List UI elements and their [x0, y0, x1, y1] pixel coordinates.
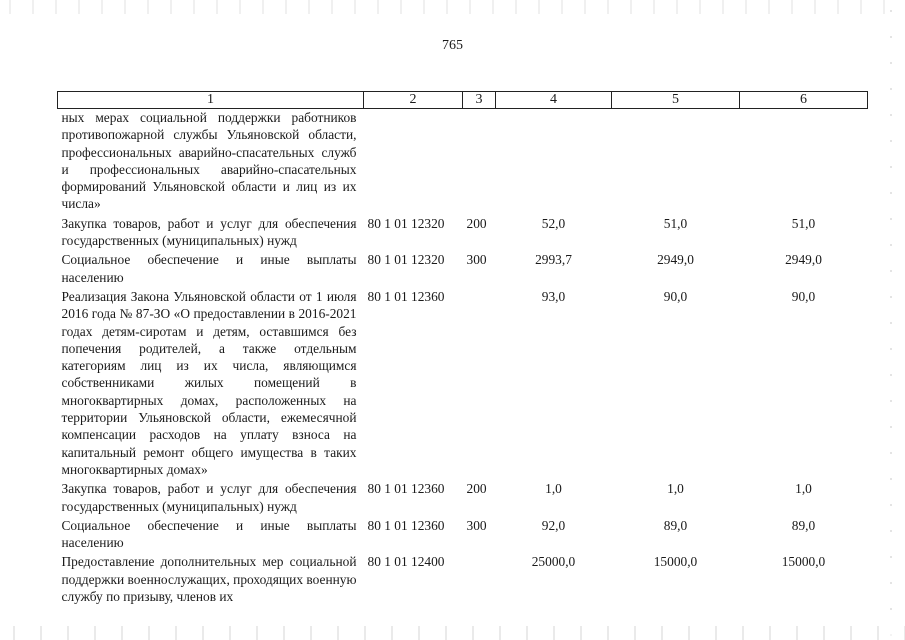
- page-number: 765: [442, 38, 463, 53]
- row-value-col6: 51,0: [791, 215, 816, 231]
- row-expense-type: 200: [466, 215, 487, 231]
- row-description: Закупка товаров, работ и услуг для обеспечения государственных (муниципальных) нужд: [61, 481, 357, 514]
- row-target-code: 80 1 01 12320: [367, 215, 445, 231]
- row-value-col4: 25000,0: [531, 554, 576, 570]
- row-value-col5: 89,0: [663, 517, 688, 533]
- row-value-col4: 93,0: [541, 288, 566, 304]
- row-value-col5: 15000,0: [653, 554, 698, 570]
- budget-table: [57, 91, 868, 607]
- table-header-row: [58, 92, 868, 109]
- row-description: Социальное обеспечение и иные выплаты населению: [61, 252, 357, 285]
- row-expense-type: 300: [466, 252, 487, 268]
- table-row: [58, 517, 868, 554]
- row-expense-type: [463, 553, 496, 607]
- table-row: [58, 251, 868, 288]
- table-row: [58, 480, 868, 517]
- table-row: [58, 109, 868, 215]
- row-target-code: 80 1 01 12360: [367, 288, 445, 304]
- row-expense-type: 200: [466, 481, 487, 497]
- row-target-code: 80 1 01 12360: [367, 481, 445, 497]
- row-value-col5: 90,0: [663, 288, 688, 304]
- scan-edge-right: [890, 0, 892, 640]
- row-value-col6: 1,0: [795, 481, 812, 497]
- row-value-col4: [496, 109, 612, 215]
- row-value-col6: 15000,0: [781, 554, 826, 570]
- row-value-col4: 1,0: [545, 481, 562, 497]
- row-value-col6: [740, 109, 868, 215]
- row-target-code: [364, 109, 463, 215]
- row-value-col5: 51,0: [663, 215, 688, 231]
- column-header-1: 1: [58, 92, 364, 109]
- row-value-col6: 2949,0: [785, 252, 822, 268]
- row-value-col4: 92,0: [541, 517, 566, 533]
- column-header-5: 5: [612, 92, 740, 109]
- row-value-col5: 2949,0: [657, 252, 694, 268]
- scan-edge-bottom: [0, 626, 905, 640]
- table-row: [58, 553, 868, 607]
- column-header-2: 2: [364, 92, 463, 109]
- column-header-4: 4: [496, 92, 612, 109]
- row-description: Закупка товаров, работ и услуг для обеспечения государственных (муниципальных) нужд: [61, 215, 357, 249]
- row-description: Социальное обеспечение и иные выплаты населению: [61, 517, 357, 551]
- table-row: [58, 288, 868, 480]
- column-header-6: 6: [740, 92, 868, 109]
- row-expense-type: [463, 288, 496, 480]
- row-expense-type: [463, 109, 496, 215]
- scan-edge-top: [0, 0, 905, 14]
- row-value-col4: 2993,7: [535, 252, 572, 268]
- row-description: ных мерах социальной поддержки работников противопожарной службы Ульяновской области, профессиональных аварийно-спасательных служб и профессиональных аварийно-спасательных формирований Ульяновской области и лиц из их числа»: [61, 110, 357, 212]
- row-value-col6: 90,0: [791, 288, 816, 304]
- row-value-col4: 52,0: [541, 215, 566, 231]
- column-header-3: 3: [463, 92, 496, 109]
- row-value-col5: 1,0: [667, 481, 684, 497]
- row-value-col5: [612, 109, 740, 215]
- row-target-code: 80 1 01 12400: [367, 554, 445, 570]
- row-target-code: 80 1 01 12320: [367, 252, 445, 268]
- row-value-col6: 89,0: [791, 517, 816, 533]
- row-description: Предоставление дополнительных мер социальной поддержки военнослужащих, проходящих военную службу по призыву, членов их: [61, 554, 357, 605]
- row-expense-type: 300: [466, 517, 487, 533]
- row-description: Реализация Закона Ульяновской области от 1 июля 2016 года № 87-ЗО «О предоставлении в 2016-2021 годах детям-сиротам и детям, оставшимся без попечения родителей, а также отдельным категориям лиц из их числа, являющимся собственниками жилых помещений в многоквартирных домах, расположенных на территории Ульяновской области, ежемесячной компенсации расходов на уплату взноса на капитальный ремонт общего имущества в таких многоквартирных домах»: [61, 288, 357, 477]
- row-target-code: 80 1 01 12360: [367, 517, 445, 533]
- table-row: [58, 215, 868, 252]
